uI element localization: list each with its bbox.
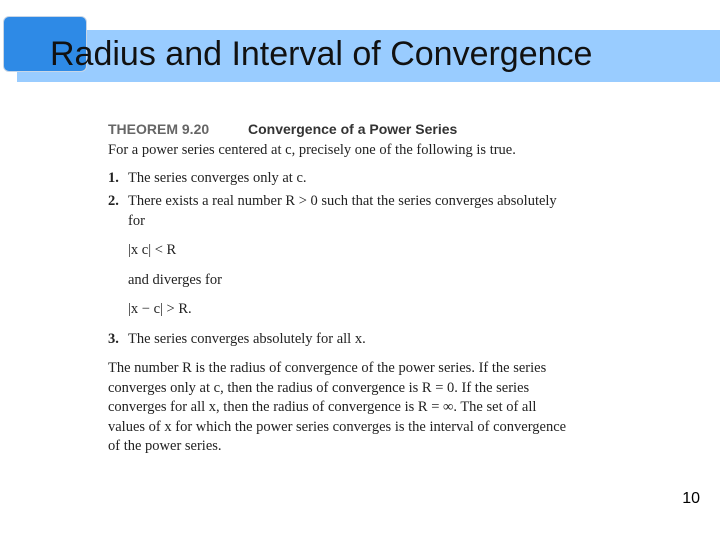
theorem-name: Convergence of a Power Series [248, 121, 458, 137]
theorem-item-2 [108, 192, 648, 320]
math-inequality-1: |x c| < R [128, 242, 177, 258]
item-text-line1: There exists a real number R > 0 such that the series converges absolutely [128, 193, 557, 209]
definition-line: The number R is the radius of convergence of the power series. If the series [108, 360, 547, 376]
theorem-item-3 [108, 330, 648, 350]
theorem-intro: For a power series centered at c, precisely one of the following is true. [108, 142, 516, 158]
theorem-box [108, 117, 648, 457]
item-text-line2: for [128, 212, 145, 229]
slide-title: Radius and Interval of Convergence [50, 35, 593, 73]
definition-line: of the power series. [108, 438, 222, 454]
theorem-item-1 [108, 169, 648, 189]
definition-paragraph [108, 359, 648, 457]
item-number: 3. [108, 330, 119, 347]
definition-line: values of x for which the power series converges is the interval of convergence [108, 418, 567, 435]
definition-line: converges only at c, then the radius of convergence is R = 0. If the series [108, 379, 530, 396]
theorem-header [108, 117, 648, 141]
item-number: 1. [108, 169, 119, 186]
theorem-number: THEOREM 9.20 [108, 121, 210, 137]
item-text: The series converges absolutely for all x. [128, 330, 366, 347]
item-number: 2. [108, 193, 119, 209]
item-text: The series converges only at c. [128, 169, 307, 186]
page-number: 10 [682, 490, 700, 507]
item-diverges-text: and diverges for [128, 271, 222, 288]
definition-line: converges for all x, then the radius of convergence is R = ∞. The set of all [108, 399, 537, 415]
math-inequality-2: |x − c| > R. [128, 301, 192, 317]
